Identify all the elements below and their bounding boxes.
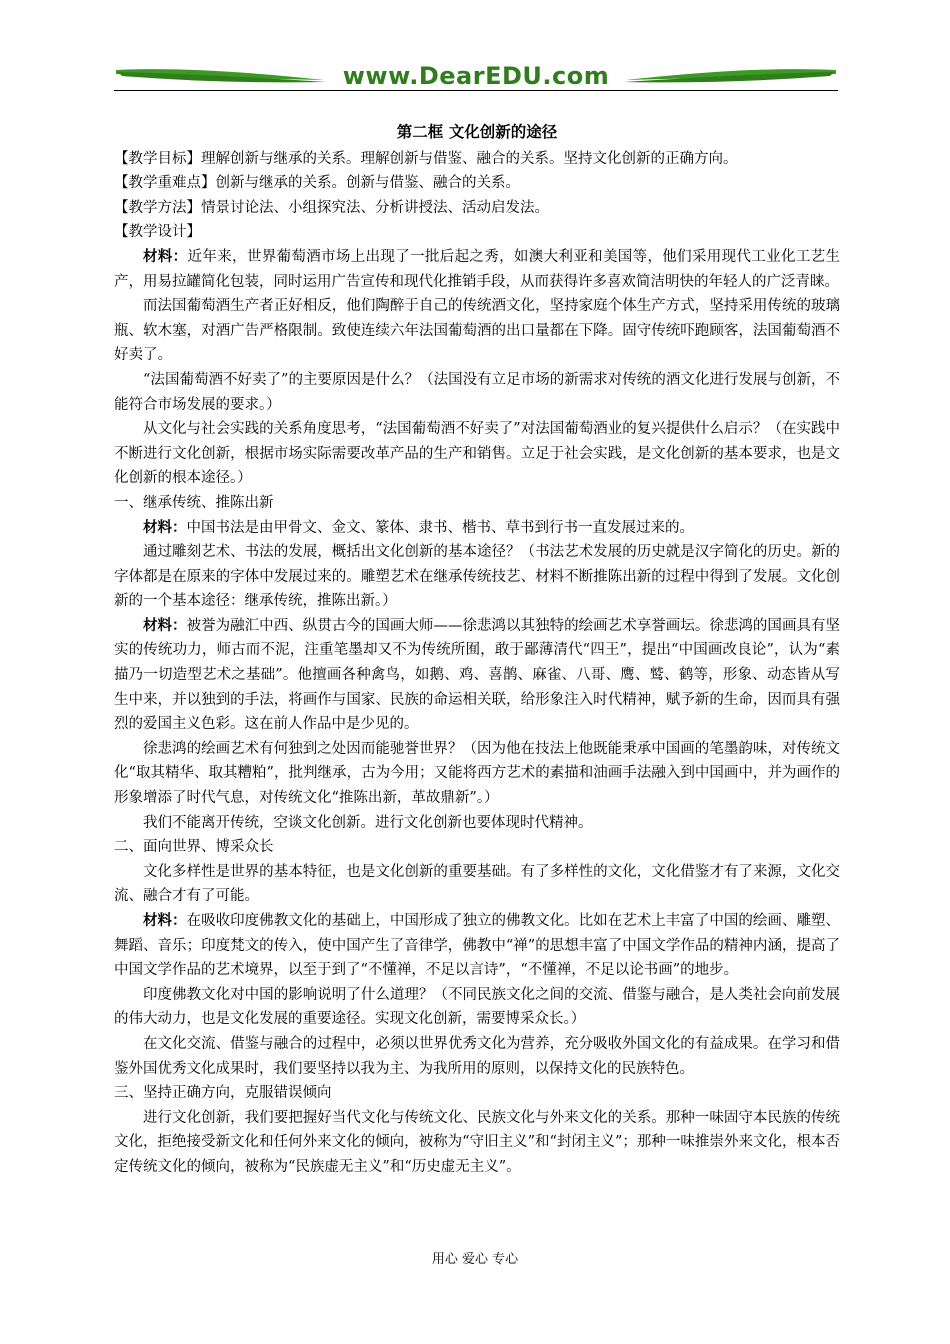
paragraph: 我们不能离开传统，空谈文化创新。进行文化创新也要体现时代精神。 bbox=[143, 814, 593, 831]
section-heading-3: 三、坚持正确方向，克服错误倾向 bbox=[114, 1085, 332, 1102]
document-body bbox=[114, 120, 840, 1180]
paragraph: 进行文化创新，我们要把握好当代文化与传统文化、民族文化与外来文化的关系。那种一味固守本民族的传统文化，拒绝接受新文化和任何外来文化的倾向，被称为“守旧主义”和“封闭主义”；那种一味推崇外来文化，根本否定传统文化的倾向，被称为“民族虚无主义”和“历史虚无主义”。 bbox=[114, 1109, 840, 1175]
material-label: 材料： bbox=[143, 616, 187, 634]
paragraph: 在文化交流、借鉴与融合的过程中，必须以世界优秀文化为营养，充分吸收外国文化的有益成果。在学习和借鉴外国优秀文化成果时，我们要坚持以我为主、为我所用的原则，以保持文化的民族特色。 bbox=[114, 1035, 840, 1077]
material-text: 中国书法是由甲骨文、金文、篆体、隶书、楷书、草书到行书一直发展过来的。 bbox=[186, 519, 694, 536]
header-rule bbox=[114, 90, 838, 91]
site-logo-text[interactable]: www.DearEDU.com bbox=[342, 62, 610, 90]
question-paragraph: 通过雕刻艺术、书法的发展，概括出文化创新的基本途径？（书法艺术发展的历史就是汉字简化的历史。新的字体都是在原来的字体中发展过来的。雕塑艺术在继承传统技艺、材料不断推陈出新的过程中得到了发展。文化创新的一个基本途径：继承传统，推陈出新。） bbox=[114, 544, 840, 610]
material-text: 在吸收印度佛教文化的基础上，中国形成了独立的佛教文化。比如在艺术上丰富了中国的绘画、雕塑、舞蹈、音乐；印度梵文的传入，使中国产生了音律学，佛教中“禅”的思想丰富了中国文学作品的精神内涵，提高了中国文学作品的艺术境界，以至于到了“不懂禅，不足以言诗”，“不懂禅，不足以论书画”的地步。 bbox=[114, 913, 841, 979]
material-label: 材料： bbox=[143, 518, 187, 536]
question-paragraph: 印度佛教文化对中国的影响说明了什么道理？（不同民族文化之间的交流、借鉴与融合，是人类社会向前发展的伟大动力，也是文化发展的重要途径。实现文化创新，需要博采众长。） bbox=[114, 986, 840, 1028]
material-paragraph-4 bbox=[114, 909, 840, 983]
page-footer: 用心 爱心 专心 bbox=[431, 1252, 519, 1267]
teaching-methods: 【教学方法】情景讨论法、小组探究法、分析讲授法、活动启发法。 bbox=[114, 199, 549, 216]
paragraph: 文化多样性是世界的基本特征，也是文化创新的重要基础。有了多样性的文化，文化借鉴才有了来源，文化交流、融合才有了可能。 bbox=[114, 863, 840, 905]
section-heading-2: 二、面向世界、博采众长 bbox=[114, 839, 274, 856]
material-paragraph-2 bbox=[114, 516, 840, 541]
material-label: 材料： bbox=[143, 912, 187, 929]
material-text: 被誉为融汇中西、纵贯古今的国画大师——徐悲鸿以其独特的绘画艺术享誉画坛。徐悲鸿的国画具有坚实的传统功力，师古而不泥，注重笔墨却又不为传统所囿，敢于鄙薄清代“四王”，提出“中国画改良论”，认为“素描乃一切造型艺术之基础”。他擅画各种禽鸟，如鹅、鸡、喜鹊、麻雀、八哥、鹰、鹫、鹤等，形象、动态皆从写生中来，并以独到的手法，将画作与国家、民族的命运相关联，给形象注入时代精神，赋予新的生命，因而具有强烈的爱国主义色彩。这在前人作品中是少见的。 bbox=[114, 617, 841, 733]
teaching-design-heading: 【教学设计】 bbox=[114, 224, 201, 241]
question-paragraph: 徐悲鸿的绘画艺术有何独到之处因而能驰誉世界？（因为他在技法上他既能秉承中国画的笔墨韵味，对传统文化“取其精华、取其糟粕”，批判继承，古为今用；又能将西方艺术的素描和油画手法融入到中国画中，并为画作的形象增添了时代气息，对传统文化“推陈出新，革故鼎新”。） bbox=[114, 740, 840, 807]
teaching-key-points: 【教学重难点】创新与继承的关系。创新与借鉴、融合的关系。 bbox=[114, 175, 520, 192]
teaching-objective: 【教学目标】理解创新与继承的关系。理解创新与借鉴、融合的关系。坚持文化创新的正确方向。 bbox=[114, 150, 738, 167]
question-paragraph: “法国葡萄酒不好卖了”的主要原因是什么？（法国没有立足市场的新需求对传统的酒文化进行发展与创新，不能符合市场发展的要求。） bbox=[114, 371, 840, 413]
material-label: 材料： bbox=[143, 247, 188, 265]
question-paragraph: 从文化与社会实践的关系角度思考，“法国葡萄酒不好卖了”对法国葡萄酒业的复兴提供什么启示？（在实践中不断进行文化创新，根据市场实际需要改革产品的生产和销售。立足于社会实践，是文化创新的基本要求，也是文化创新的根本途径。） bbox=[114, 421, 840, 487]
material-paragraph-1 bbox=[114, 245, 840, 294]
material-text: 近年来，世界葡萄酒市场上出现了一批后起之秀，如澳大利亚和美国等，他们采用现代工业化工艺生产，用易拉罐简化包装，同时运用广告宣传和现代化推销手段，从而获得许多喜欢简洁明快的年轻人的广泛青睐。 bbox=[114, 248, 841, 290]
page-title: 第二框 文化创新的途径 bbox=[396, 122, 558, 141]
paragraph: 而法国葡萄酒生产者正好相反，他们陶醉于自己的传统酒文化，坚持家庭个体生产方式，坚持采用传统的玻璃瓶、软木塞，对酒广告严格限制。致使连续六年法国葡萄酒的出口量都在下降。固守传统吓跑顾客，法国葡萄酒不好卖了。 bbox=[114, 298, 840, 364]
material-paragraph-3 bbox=[114, 614, 840, 737]
section-heading-1: 一、继承传统、推陈出新 bbox=[114, 494, 274, 511]
site-header bbox=[114, 60, 838, 94]
